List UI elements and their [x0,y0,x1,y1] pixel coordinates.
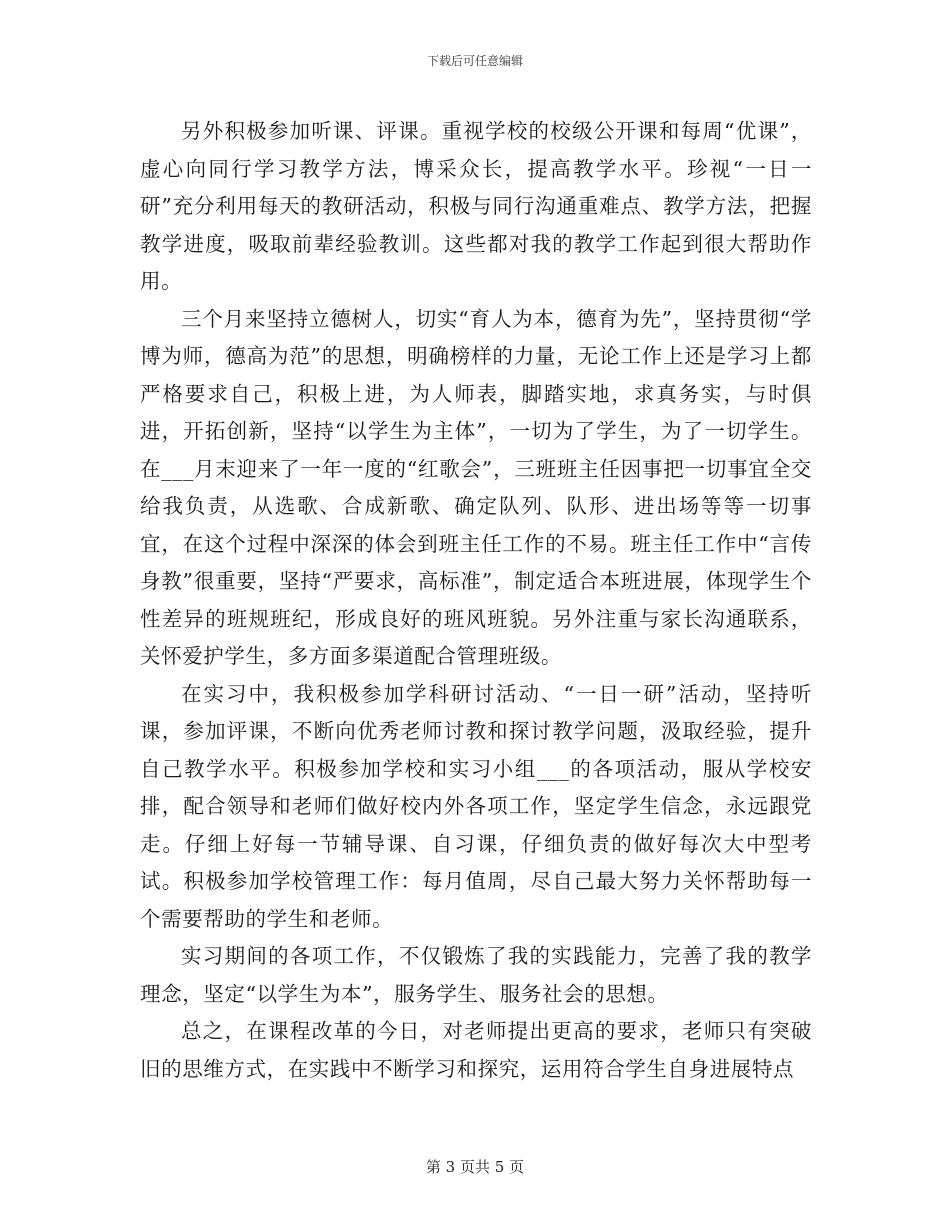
paragraph-2: 三个月来坚持立德树人，切实“育人为本，德育为先”，坚持贯彻“学博为师，德高为范”的思想，明确榜样的力量，无论工作上还是学习上都严格要求自己，积极上进，为人师表，脚踏实地，求真务实，与时俱进，开拓创新，坚持“以学生为主体”，一切为了学生，为了一切学生。在___月末迎来了一年一度的“红歌会”，三班班主任因事把一切事宜全交给我负责，从选歌、合成新歌、确定队列、队形、进出场等等一切事宜，在这个过程中深深的体会到班主任工作的不易。班主任工作中“言传身教”很重要，坚持“严要求，高标准”，制定适合本班进展，体现学生个性差异的班规班纪，形成良好的班风班貌。另外注重与家长沟通联系，关怀爱护学生，多方面多渠道配合管理班级。 [140,306,812,668]
paragraph-5: 总之，在课程改革的今日，对老师提出更高的要求，老师只有突破旧的思维方式，在实践中不断学习和探究，运用符合学生自身进展特点 [140,1019,812,1081]
document-body [140,113,812,1088]
paragraph-4: 实习期间的各项工作，不仅锻炼了我的实践能力，完善了我的教学理念，坚定“以学生为本”，服务学生、服务社会的思想。 [140,944,812,1006]
page-footer: 第 3 页共 5 页 [425,1158,525,1176]
paragraph-3: 在实习中，我积极参加学科研讨活动、“一日一研”活动，坚持听课，参加评课，不断向优秀老师讨教和探讨教学问题，汲取经验，提升自己教学水平。积极参加学校和实习小组___的各项活动，服从学校安排，配合领导和老师们做好校内外各项工作，坚定学生信念，永远跟党走。仔细上好每一节辅导课、自习课，仔细负责的做好每次大中型考试。积极参加学校管理工作：每月值周，尽自己最大努力关怀帮助每一个需要帮助的学生和老师。 [140,681,812,931]
page-header: 下载后可任意编辑 [426,54,523,68]
paragraph-1: 另外积极参加听课、评课。重视学校的校级公开课和每周“优课”，虚心向同行学习教学方法，博采众长，提高教学水平。珍视“一日一研”充分利用每天的教研活动，积极与同行沟通重难点、教学方法，把握教学进度，吸取前辈经验教训。这些都对我的教学工作起到很大帮助作用。 [140,119,812,293]
